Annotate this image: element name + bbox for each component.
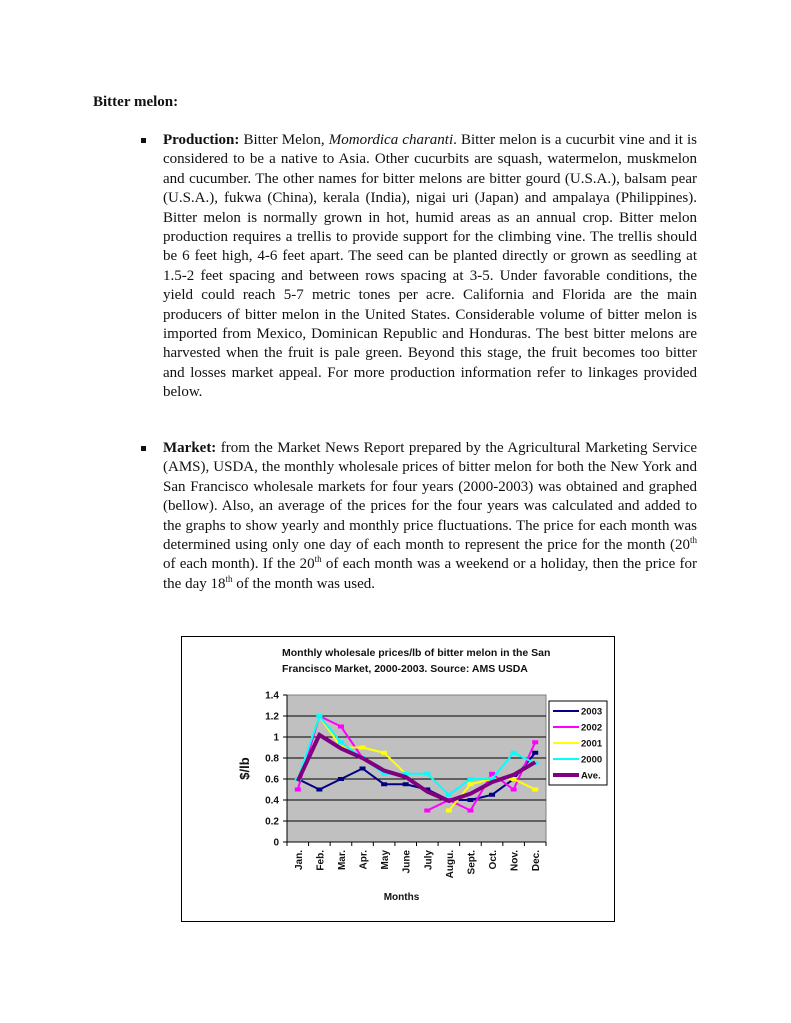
chart-title: Monthly wholesale prices/lb of bitter melon in the San Francisco Market, 2000-2003. Source: AMS USDA [282,647,551,675]
data-point [381,751,387,755]
data-point [446,793,452,797]
x-tick-label: May [380,850,392,870]
data-point [532,751,538,755]
y-tick-label: 1.4 [265,690,279,702]
x-tick-label: Apr. [358,850,370,870]
data-point [338,777,344,781]
data-point [511,751,517,755]
data-point [532,740,538,744]
data-point [338,725,344,729]
x-axis-label: Months [383,892,420,903]
market-label: Market: [163,440,217,456]
x-tick-label: Jan. [293,850,305,871]
data-point [316,788,322,792]
data-point [360,746,366,750]
scientific-name: Momordica charanti [328,132,454,148]
data-point [511,788,517,792]
data-point [338,740,344,744]
y-tick-label: 0 [273,837,279,849]
data-point [403,782,409,786]
y-tick-label: 0.2 [265,816,279,828]
data-point [381,782,387,786]
legend-label: 2002 [581,722,603,734]
y-tick-label: 0.6 [265,774,279,786]
data-point [467,809,473,813]
data-point [316,714,322,718]
data-point [424,772,430,776]
data-point [467,798,473,802]
legend-label: 2003 [581,706,603,718]
plot-area [287,695,546,842]
x-tick-label: Augu. [444,850,456,879]
x-tick-label: July [423,850,435,871]
y-tick-label: 1 [273,732,279,744]
market-paragraph: Market: from the Market News Report prepared by the Agricultural Marketing Service (AMS), USDA, the monthly wholesale prices of bitter melon for both the New York and San Francisco wholesale markets for four years (2000-2003) was obtained and graphed (bellow). Also, an average of the prices for the four years was calculated and added to the graphs to show yearly and monthly price fluctuations. The price for each month was determined using only one day of each month to represent the price for the month (20th of each month). If the 20th of each month was a weekend or a holiday, then the price for the day 18th of the month was used. [163,440,697,592]
y-tick-label: 0.8 [265,753,279,765]
data-point [424,809,430,813]
legend-label: 2000 [581,754,603,766]
y-tick-label: 0.4 [265,795,279,807]
x-tick-label: Sept. [466,850,478,875]
x-tick-label: Mar. [336,850,348,871]
x-tick-label: June [401,850,413,874]
data-point [467,782,473,786]
y-axis-label: $/lb [237,757,252,780]
x-tick-label: Feb. [315,850,327,871]
x-tick-label: Dec. [531,850,543,872]
production-paragraph: Production: Bitter Melon, Momordica charanti. Bitter melon is a cucurbit vine and it is considered to be a native to Asia. Other cucurbits are squash, watermelon, muskmelon and cucumber. The other names for bitter melons are bitter gourd (U.S.A.), balsam pear (U.S.A.), fukwa (China), kerala (India), nigai uri (Japan) and ampalaya (Philippines). Bitter melon is normally grown in hot, humid areas as an annual crop. Bitter melon production requires a trellis to provide support for the climbing vine. The trellis should be 6 feet high, 4-6 feet apart. The seed can be planted directly or grown as seedling at 1.5-2 feet spacing and between rows spacing at 3-5. Under favorable conditions, the yield could reach 5-7 metric tones per acre. California and Florida are the main producers of bitter melon in the United States. Considerable volume of bitter melon is imported from Mexico, Dominican Republic and Honduras. The best bitter melons are harvested when the fruit is pale green. Beyond this stage, the fruit becomes too bitter and losses market appeal. For more production information refer to linkages provided below. [163,132,697,401]
data-point [467,777,473,781]
data-point [446,809,452,813]
section-heading: Bitter melon: [93,94,179,110]
data-point [532,788,538,792]
y-tick-label: 1.2 [265,711,279,723]
x-tick-label: Nov. [509,850,521,871]
data-point [295,788,301,792]
x-tick-label: Oct. [488,850,500,870]
legend-label: Ave. [581,770,601,782]
production-label: Production: [163,132,240,148]
legend-label: 2001 [581,738,603,750]
data-point [489,793,495,797]
data-point [360,767,366,771]
